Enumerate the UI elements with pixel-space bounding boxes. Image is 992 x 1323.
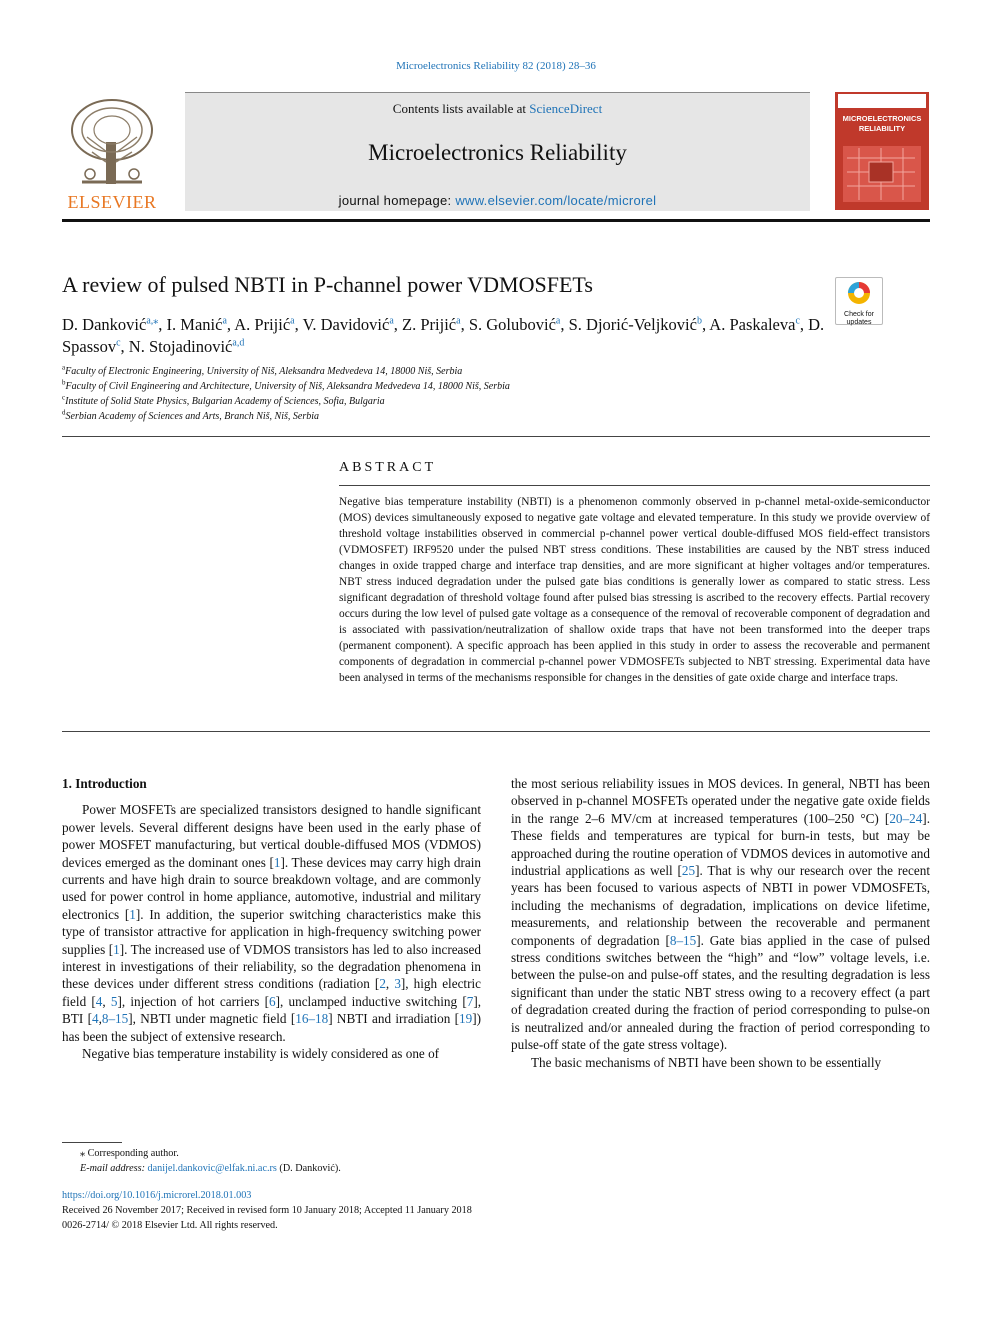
journal-citation[interactable]: Microelectronics Reliability 82 (2018) 28–36 bbox=[396, 60, 596, 72]
cover-title-line2: RELIABILITY bbox=[858, 124, 906, 133]
author-name: N. Stojadinović bbox=[128, 337, 233, 356]
footnotes bbox=[80, 1146, 580, 1176]
text-run: ], unclamped inductive switching [ bbox=[275, 993, 467, 1009]
text-run: ]. The increased use of VDMOS transistors has led to also increased interest in investigations of their reliability, so the degradation phenomena in these devices under different stress conditions (radiation [ bbox=[62, 941, 481, 992]
text-run: ]) has been the subject of extensive research. bbox=[62, 1011, 481, 1044]
author-affiliation-marker[interactable]: c bbox=[116, 337, 121, 349]
affiliation-key: c bbox=[62, 393, 66, 402]
author-list: D. Danković$^{a,⁎}$, I. Manić$^a$, A. Prijić$^a$, V. Davidović$^a$, Z. Prijić$^a$, S. Golubović$^a$, S. Djorić-Veljković$^b$, A. Paskaleva$^c$, D. Spassov$^c$, N. Stojadinović$^{a,d}$ bbox=[62, 315, 825, 356]
text-run: ]. Gate bias applied in the case of pulsed stress conditions switches between the “high” and “low” voltage levels, i.e. between the pulse-on and pulse-off states, and the resulting degradation is less significant than under the static NBT stress owing to a recovery effect (a part of degradation created during the fraction of period corresponding to pulse-on is neutralized and/or annealed during the fraction of period corresponding to pulse-off state of the gate stress voltage). bbox=[511, 932, 930, 1053]
abstract-rule bbox=[339, 485, 930, 486]
footnote-rule bbox=[62, 1142, 122, 1143]
journal-cover-thumbnail[interactable] bbox=[835, 92, 929, 210]
body-column-left bbox=[62, 775, 481, 1063]
author-name: I. Manić bbox=[166, 315, 223, 334]
email-line bbox=[80, 1161, 580, 1176]
reference-link[interactable]: 20–24 bbox=[889, 810, 923, 826]
homepage-line bbox=[185, 193, 810, 208]
author-affiliation-marker[interactable]: b bbox=[696, 315, 702, 327]
reference-link[interactable]: 8–15 bbox=[101, 1011, 129, 1027]
reference-link[interactable]: 4 bbox=[95, 993, 103, 1009]
corresponding-author-note: ⁎ Corresponding author. bbox=[80, 1148, 179, 1159]
author-name: V. Davidović bbox=[302, 315, 390, 334]
text-run: ]. In addition, the superior switching characteristics make this type of transistor attractive for application in high-frequency switching power supplies [ bbox=[62, 906, 481, 957]
reference-link[interactable]: 5 bbox=[110, 993, 118, 1009]
crossmark-label-1: Check for bbox=[844, 311, 874, 318]
author-affiliation-marker[interactable]: a,⁎ bbox=[146, 315, 159, 327]
text-run: , bbox=[98, 1011, 102, 1027]
text-run: ]. That is why our research over the recent years has been focused to various aspects of NBTI in power VDMOSFETs, including the mechanisms of degradation, implications on device lifetime, measurements, and relationship between the recoverable and permanent components of degradation [ bbox=[511, 863, 930, 948]
text-run: the most serious reliability issues in MOS devices. In general, NBTI has been observed in p-channel MOSFETs operated under the negative gate oxide fields in the range 2–6 MV/cm at increased temperatures (100–250 °C) [ bbox=[511, 776, 930, 826]
author-affiliation-marker[interactable]: a bbox=[389, 315, 394, 327]
body-column-right bbox=[511, 775, 930, 1071]
affiliation-key: a bbox=[62, 363, 66, 372]
reference-link[interactable]: 19 bbox=[459, 1011, 473, 1027]
author-name: S. Djorić-Veljković bbox=[568, 315, 697, 334]
reference-link[interactable]: 8–15 bbox=[669, 932, 697, 948]
homepage-link[interactable]: www.elsevier.com/locate/microrel bbox=[455, 193, 657, 208]
paragraph: Negative bias temperature instability is widely considered as one of bbox=[82, 1046, 440, 1062]
abstract-text: Negative bias temperature instability (NBTI) is a phenomenon commonly observed in p-channel metal-oxide-semiconductor (MOS) devices simultaneously exposed to negative gate voltage and elevated temperature. In this study we provide overview of threshold voltage instabilities observed in commercial p-channel power vertical double-diffused MOS field-effect transistors (VDMOSFET) IRF9520 under the pulsed NBT stress conditions. These instabilities are caused by the NBT stress induced changes in oxide trapped charge and interface trap densities, and are more significant at higher voltages and/or temperatures. NBT stress induced degradation under the pulsed gate bias conditions is generally lower as compared to static stress. Less significant degradation of threshold voltage found after pulsed bias stressing is ascribed to the recovery effects. Partial recovery occurs during the low level of pulsed gate voltage as a consequence of the removal of recoverable component of degradation and is associated with passivation/neutralization of shallow oxide traps that have not been transformed into the deeper traps (permanent component). A specific approach has been applied in this study in order to assess the recoverable and permanent components of degradation in commercial p-channel power VDMOSFETs subjected to NBT stressing. Experimental data have been analysed in terms of the mechanisms responsible for changes in the densities of gate oxide charge and interface traps. bbox=[339, 496, 930, 684]
author-affiliation-marker[interactable]: a,d bbox=[232, 337, 245, 349]
text-run: ], high electric field [ bbox=[62, 976, 482, 1009]
reference-link[interactable]: 1 bbox=[273, 854, 281, 870]
author-affiliation-marker[interactable]: a bbox=[222, 315, 227, 327]
contents-prefix: Contents lists available at bbox=[392, 101, 530, 116]
affiliation bbox=[62, 409, 822, 424]
paragraph bbox=[62, 801, 481, 1045]
section-heading-introduction: 1. Introduction bbox=[62, 776, 147, 791]
reference-link[interactable]: 7 bbox=[466, 993, 474, 1009]
crossmark-label-2: updates bbox=[846, 319, 872, 326]
affiliation-text: Faculty of Civil Engineering and Architecture, University of Niš, Aleksandra Medvedeva 14, 18000 Niš, Serbia bbox=[65, 381, 510, 392]
affiliation bbox=[62, 364, 822, 379]
affiliation-key: b bbox=[62, 378, 66, 387]
affiliation-text: Serbian Academy of Sciences and Arts, Branch Niš, Niš, Serbia bbox=[65, 411, 319, 422]
paragraph: The basic mechanisms of NBTI have been shown to be essentially bbox=[531, 1054, 882, 1070]
author-name: S. Golubović bbox=[468, 315, 556, 334]
reference-link[interactable]: 16–18 bbox=[295, 1011, 329, 1027]
reference-link[interactable]: 25 bbox=[681, 863, 696, 879]
article-title: A review of pulsed NBTI in P-channel power VDMOSFETs bbox=[62, 272, 593, 297]
elsevier-logo bbox=[62, 92, 162, 212]
affiliation-list bbox=[62, 364, 822, 424]
reference-link[interactable]: 4 bbox=[91, 1011, 99, 1027]
received-dates: Received 26 November 2017; Received in revised form 10 January 2018; Accepted 11 January 2018 bbox=[62, 1205, 472, 1216]
reference-link[interactable]: 1 bbox=[113, 941, 120, 957]
cover-title-line1: MICROELECTRONICS bbox=[842, 114, 922, 123]
author-name: Z. Prijić bbox=[402, 315, 457, 334]
text-run: , bbox=[102, 993, 111, 1009]
author-affiliation-marker[interactable]: c bbox=[795, 315, 800, 327]
text-run: Power MOSFETs are specialized transistors designed to handle significant power levels. Several different designs have been used in the early phase of power MOSFET manufacturing, but vertical double-diffused MOS (VDMOS) devices emerged as the dominant ones [ bbox=[62, 802, 481, 870]
paragraph bbox=[511, 775, 930, 1054]
text-run: ], BTI [ bbox=[62, 993, 482, 1027]
affiliation bbox=[62, 394, 822, 409]
journal-name: Microelectronics Reliability bbox=[368, 140, 627, 165]
reference-link[interactable]: 1 bbox=[129, 906, 136, 922]
author-name: D. Spassov bbox=[62, 315, 825, 356]
cover-circuit-icon bbox=[835, 138, 929, 208]
text-run: ], NBTI under magnetic field [ bbox=[128, 1011, 296, 1027]
copyright-line: 0026-2714/ © 2018 Elsevier Ltd. All rights reserved. bbox=[62, 1220, 278, 1231]
header-rule bbox=[62, 219, 930, 222]
text-run: , bbox=[385, 976, 395, 992]
author-affiliation-marker[interactable]: a bbox=[290, 315, 295, 327]
affiliation-text: Institute of Solid State Physics, Bulgarian Academy of Sciences, Sofia, Bulgaria bbox=[65, 396, 385, 407]
affiliation-text: Faculty of Electronic Engineering, University of Niš, Aleksandra Medvedeva 14, 18000 Niš, Serbia bbox=[65, 366, 463, 377]
author-affiliation-marker[interactable]: a bbox=[456, 315, 461, 327]
email-label: E-mail address: bbox=[80, 1163, 148, 1174]
author-affiliation-marker[interactable]: a bbox=[555, 315, 561, 327]
abstract-heading: ABSTRACT bbox=[339, 460, 437, 475]
author-name: A. Paskaleva bbox=[709, 315, 796, 334]
affiliation-key: d bbox=[62, 408, 66, 417]
text-run: ]. These fields and temperatures are typical for burn-in tests, but may be approached during the routine operation of VDMOS devices in automotive and industrial applications as well [ bbox=[511, 810, 930, 879]
email-link[interactable]: danijel.dankovic@elfak.ni.ac.rs bbox=[147, 1163, 277, 1174]
contents-line bbox=[185, 101, 810, 117]
doi-link[interactable]: https://doi.org/10.1016/j.microrel.2018.01.003 bbox=[62, 1190, 252, 1201]
section-rule bbox=[62, 436, 930, 437]
reference-link[interactable]: 6 bbox=[269, 993, 276, 1009]
text-run: ] NBTI and irradiation [ bbox=[328, 1011, 460, 1027]
reference-link[interactable]: 3 bbox=[394, 976, 401, 992]
homepage-prefix: journal homepage: bbox=[338, 193, 456, 208]
crossmark-icon bbox=[836, 278, 882, 306]
elsevier-wordmark: ELSEVIER bbox=[67, 192, 157, 212]
elsevier-tree-icon bbox=[62, 92, 162, 192]
author-name: D. Danković bbox=[62, 315, 147, 334]
reference-link[interactable]: 2 bbox=[379, 976, 386, 992]
check-for-updates-badge[interactable] bbox=[835, 277, 883, 325]
affiliation bbox=[62, 379, 822, 394]
email-suffix: (D. Danković). bbox=[276, 1163, 341, 1174]
section-rule bbox=[62, 731, 930, 732]
publication-info bbox=[62, 1188, 662, 1233]
text-run: ], injection of hot carriers [ bbox=[117, 993, 270, 1009]
author-name: A. Prijić bbox=[234, 315, 291, 334]
cover-top-strip bbox=[838, 94, 926, 108]
sciencedirect-link[interactable]: ScienceDirect bbox=[529, 101, 603, 116]
text-run: ]. These devices may carry high drain currents and have high drain to source breakdown voltage, and are commonly used for power control in home appliance, automotive, industrial and military electronics [ bbox=[62, 854, 481, 922]
